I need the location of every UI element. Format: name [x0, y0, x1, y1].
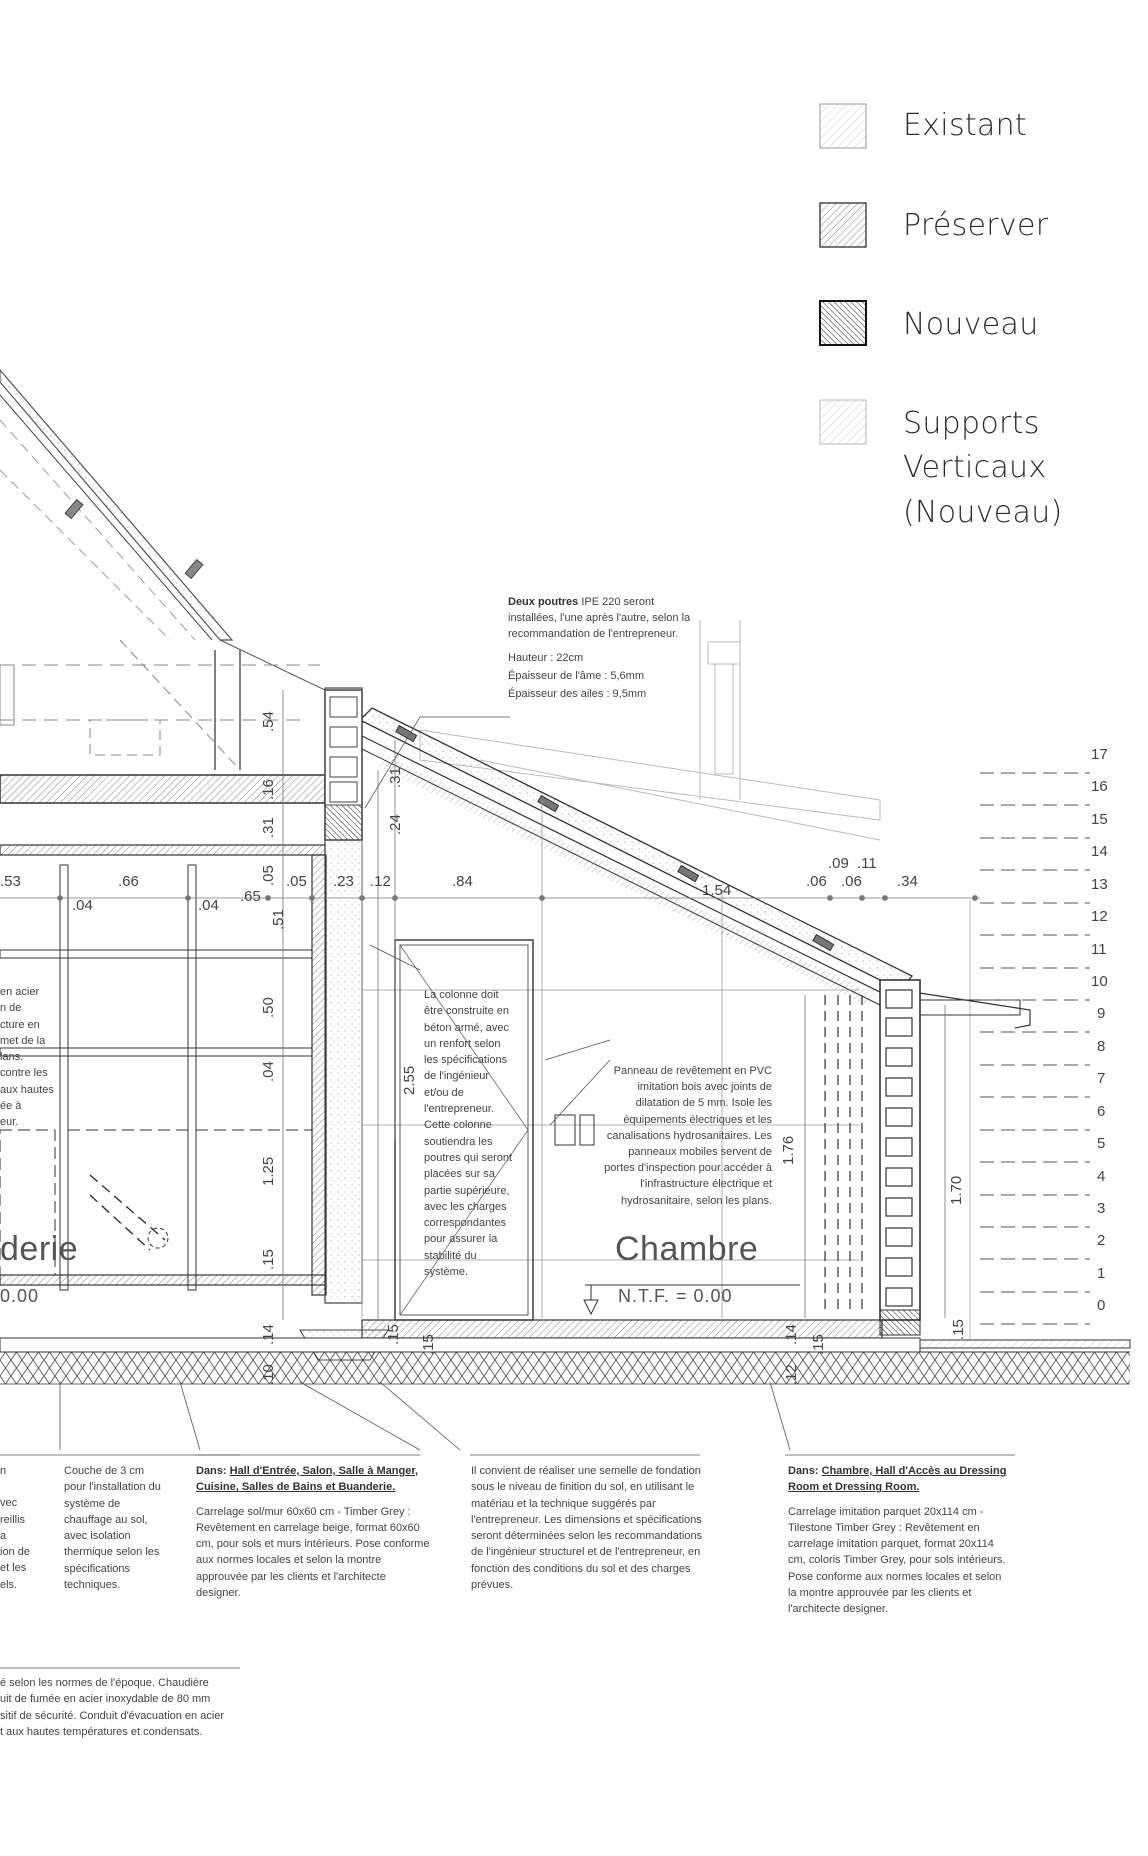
legend-label-existing: Existant — [903, 108, 1027, 143]
dim-v-14a: .14 — [260, 1324, 277, 1345]
legend-swatch-new — [820, 301, 866, 345]
dim-v-15a: .15 — [260, 1249, 277, 1270]
dim-v-54: .54 — [260, 711, 277, 732]
roof-left — [0, 370, 340, 770]
beam-note-title: Deux poutres — [508, 596, 579, 608]
bottom-note-tiles-night-body: Carrelage imitation parquet 20x114 cm - Tilestone Timber Grey : Revêtement en carrelage imitation parquet, format 20x114 cm, coloris Timber Grey, pour sols intérieurs. Pose conforme aux normes locales et selon la montre approuvée par les clients et l'architecte designer. — [788, 1505, 1006, 1616]
legend-label-preserve: Préserver — [903, 208, 1049, 243]
dim-06a: .06 — [806, 873, 827, 890]
dim-v-14b: .14 — [783, 1324, 800, 1345]
dim-v-15e: .15 — [385, 1324, 402, 1345]
dim-v-125: 1.25 — [260, 1156, 277, 1186]
dim-v-10: .10 — [260, 1364, 277, 1385]
bottom-note-1: n vec reillis a ion de et les els. — [0, 1465, 30, 1591]
level-label-bedroom: N.T.F. = 0.00 — [618, 1286, 733, 1306]
dim-11: .11 — [857, 855, 877, 872]
bottom-note-tiles-day: Dans: Hall d'Entrée, Salon, Salle à Manger, Cuisine, Salles de Bains et Buanderie. Carrelage sol/mur 60x60 cm - Timber Grey : Revêtement en carrelage beige, format 60x60 cm, pour sols et murs intérieurs. Pose conforme aux normes locales et selon la montre approuvée par les clients et l'architecte designer. — [196, 1463, 432, 1601]
left-cut-note: en acier n de cture en met de la lans. contre les aux hautes ée à eur. — [0, 986, 54, 1129]
beam-note-text: IPE 220 seront installées, l'une après l'autre, selon la recommandation de l'entrepreneur. — [508, 596, 691, 640]
bottom-note-tiles-day-body: Carrelage sol/mur 60x60 cm - Timber Grey : Revêtement en carrelage beige, format 60x60 cm, pour sols et murs intérieurs. Pose conforme aux normes locales et selon la montre approuvée par les clients et l'architecte designer. — [196, 1505, 430, 1600]
pvc-panel-note: Panneau de revêtement en PVC imitation bois avec joints de dilatation de 5 mm. Isole les équipements électriques et les canalisations hydrosanitaires. Les panneaux mobiles servent de portes d'inspection pour accéder à l'infrastructure électrique et hydrosanitaire, selon les plans. — [604, 1065, 772, 1207]
dim-v-05: .05 — [260, 865, 277, 886]
dim-34: .34 — [897, 873, 918, 890]
beam-note — [508, 594, 698, 702]
legend-label-vertical-1: Supports — [903, 406, 1040, 441]
dim-v-04: .04 — [260, 1061, 277, 1082]
dim-12: .12 — [370, 873, 391, 890]
dim-04a: .04 — [72, 897, 93, 914]
legend-label-new: Nouveau — [903, 307, 1039, 342]
dim-05: .05 — [286, 873, 307, 890]
dim-v-15d: .15 — [950, 1319, 967, 1340]
room-label-laundry: derie — [0, 1230, 79, 1268]
dim-53: .53 — [0, 873, 21, 890]
dim-v-15c: .15 — [810, 1334, 827, 1355]
dim-09: .09 — [828, 855, 849, 872]
dim-66: .66 — [118, 873, 139, 890]
bottom-note-tiles-night-rooms: Chambre, Hall d'Accès au Dressing Room et Dressing Room. — [788, 1465, 1007, 1494]
dim-v-24: .24 — [387, 814, 404, 835]
legend-label-vertical-2: Verticaux — [903, 450, 1047, 485]
dim-154: 1.54 — [702, 882, 732, 899]
dim-84: .84 — [452, 873, 473, 890]
bottom-note-tiles-night: Dans: Chambre, Hall d'Accès au Dressing Room et Dressing Room. Carrelage imitation parquet 20x114 cm - Tilestone Timber Grey : Revêtement en carrelage imitation parquet, format 20x114 cm, coloris Timber Grey, pour sols intérieurs. Pose conforme aux normes locales et selon la montre approuvée par les clients et l'architecte designer. — [788, 1463, 1010, 1618]
beam-note-height: Hauteur : 22cm — [508, 652, 584, 664]
dim-06b: .06 — [841, 873, 862, 890]
dim-v-50: .50 — [260, 997, 277, 1018]
bottom-note-tiles-day-rooms: Hall d'Entrée, Salon, Salle à Manger, Cuisine, Salles de Bains et Buanderie. — [196, 1465, 419, 1494]
dim-v-51: .51 — [270, 909, 287, 930]
legend-label-vertical-3: (Nouveau) — [903, 495, 1063, 530]
level-label-laundry: 0.00 — [0, 1286, 40, 1306]
dim-v-31a: .31 — [260, 817, 277, 838]
beam-note-flange: Épaisseur des ailes : 9,5mm — [508, 688, 647, 700]
legend-swatch-vertical — [820, 400, 866, 444]
dim-04b: .04 — [198, 897, 219, 914]
dim-65: .65 — [240, 888, 261, 905]
legend-swatch-existing — [820, 104, 866, 148]
legend-swatch-preserve — [820, 203, 866, 247]
dim-v-16: .16 — [260, 779, 277, 800]
dim-v-176: 1.76 — [780, 1135, 797, 1165]
level-ticks — [980, 773, 1090, 1324]
dim-23: .23 — [333, 873, 354, 890]
column-note: La colonne doit être construite en béton armé, avec un renfort selon les spécifications de l'ingénieur et/ou de l'entrepreneur. Cette colonne soutiendra les poutres qui seront placées sur sa partie supérieure, avec les charges correspondantes pour assurer la stabilité du système. — [424, 989, 513, 1279]
dim-v-12: .12 — [783, 1364, 800, 1385]
roof-right — [360, 708, 1030, 1028]
bottom-note-boiler: é selon les normes de l'époque. Chaudière uit de fumée en acier inoxydable de 80 mm sitif de sécurité. Conduit d'évacuation en acier t aux hautes températures et condensats. — [0, 1677, 225, 1738]
dim-v-31b: .31 — [387, 767, 404, 788]
dim-v-15b: .15 — [420, 1334, 437, 1355]
beam-note-web: Épaisseur de l'âme : 5,6mm — [508, 670, 644, 682]
bottom-note-heating: Couche de 3 cm pour l'installation du système de chauffage au sol, avec isolation thermique selon les spécifications techniques. — [64, 1465, 161, 1592]
room-label-bedroom: Chambre — [615, 1230, 759, 1268]
dim-v-255: 2.55 — [401, 1065, 418, 1095]
bottom-note-foundation: Il convient de réaliser une semelle de fondation sous le niveau de finition du sol, en utilisant le matériau et la technique suggérés par l'entrepreneur. Les dimensions et spécifications seront déterminées selon les recommandations de l'ingénieur structurel et de l'entrepreneur, en fonction des conditions du sol et des charges prévues. — [471, 1465, 703, 1592]
dim-v-170: 1.70 — [948, 1175, 965, 1205]
